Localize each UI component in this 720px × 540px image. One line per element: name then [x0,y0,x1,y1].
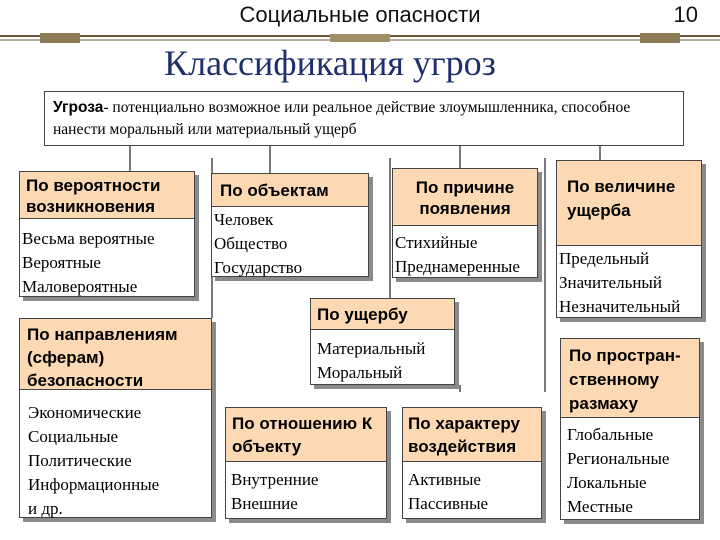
directions-item: и др. [28,499,63,518]
threat-definition [44,91,684,146]
attitude-item: Внешние [231,494,298,513]
category-objects [211,173,369,277]
cause-item: Стихийные [395,233,478,252]
objects-item: Государство [214,258,303,277]
spatial-item: Глобальные [567,425,654,444]
category-directions [19,318,212,518]
spatial-item: Локальные [567,473,647,492]
objects-item: Общество [214,234,288,253]
spatial-item: Региональные [567,449,670,468]
probability-item: Весьма вероятные [22,229,155,248]
category-damage-header: По ущербу [310,298,455,330]
probability-item: Вероятные [22,253,101,272]
definition-dash: - [103,99,113,116]
magnitude-item: Незначительный [559,297,681,316]
category-impact [402,407,542,519]
category-objects-header: По объектам [211,173,369,207]
attitude-item: Внутренние [231,470,319,489]
directions-item: Экономические [28,403,142,422]
category-damage [310,298,455,385]
category-cause [392,168,538,278]
category-directions-header: По направлениям (сферам) безопасности [19,318,212,390]
category-spatial [560,338,700,520]
category-attitude [225,407,387,519]
probability-item: Маловероятные [22,277,138,296]
damage-item: Моральный [317,363,403,382]
category-spatial-header: По простран-ственному размаху [560,338,700,418]
main-title: Классификация угроз [164,43,496,83]
category-attitude-header: По отношению К объекту [225,407,387,462]
impact-item: Активные [408,470,481,489]
magnitude-item: Предельный [559,249,650,268]
category-magnitude-header: По величине ущерба [556,160,702,246]
definition-term: Угроза [53,99,104,116]
impact-item: Пассивные [408,494,489,513]
category-probability-header: По вероятности возникновения [19,171,195,219]
page-number: 10 [673,2,698,27]
category-impact-header: По характеру воздействия [402,407,542,462]
category-cause-header: По причине появления [392,168,538,226]
directions-item: Политические [28,451,132,470]
category-probability [19,171,195,297]
objects-item: Человек [214,210,274,229]
directions-item: Социальные [28,427,119,446]
header-title: Социальные опасности [239,2,481,27]
damage-item: Материальный [317,339,426,358]
definition-text: потенциально возможное или реальное действие злоумышленника, способное нанести моральный или материальный ущерб [53,99,631,138]
magnitude-item: Значительный [559,273,662,292]
spatial-item: Местные [567,497,633,516]
cause-item: Преднамеренные [395,257,520,276]
category-magnitude [556,160,702,318]
directions-item: Информационные [28,475,160,494]
